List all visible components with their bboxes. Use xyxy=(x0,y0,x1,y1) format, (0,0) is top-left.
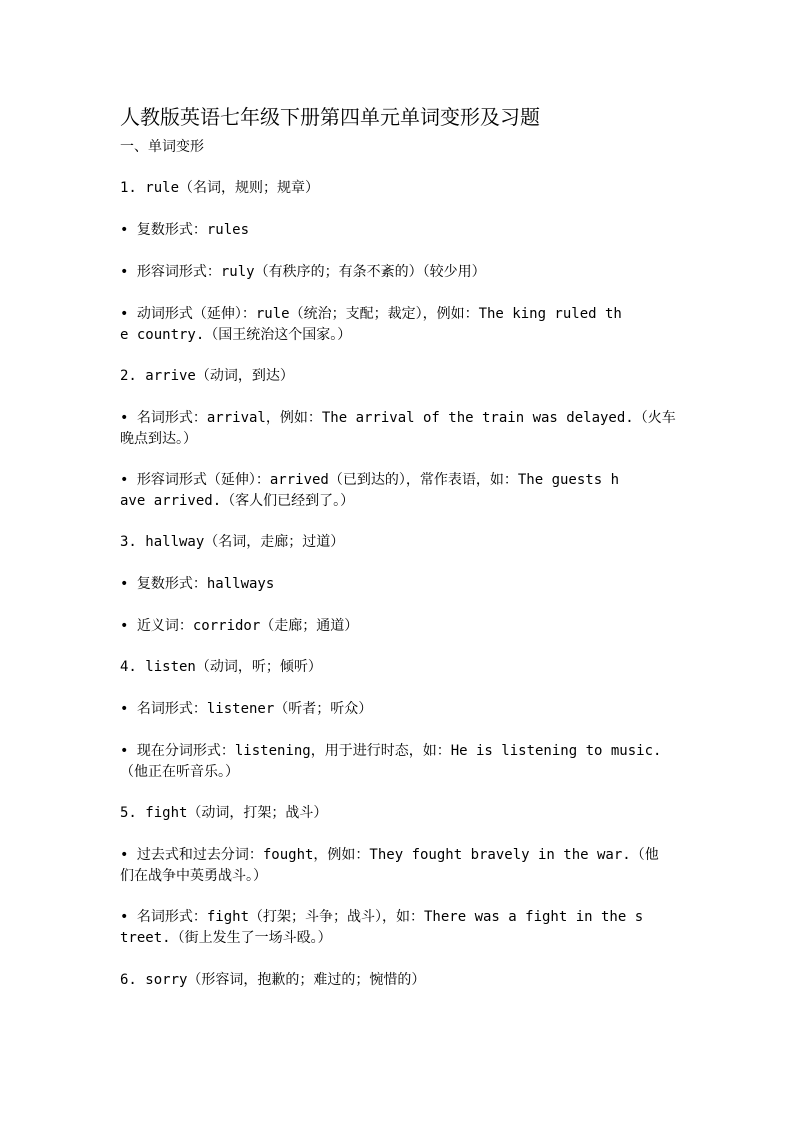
bullet-line-continued: ave arrived.（客人们已经到了。） xyxy=(120,493,355,509)
entry-heading-sorry: 6. sorry（形容词，抱歉的；难过的；惋惜的） xyxy=(120,972,426,988)
bullet-line: • 形容词形式（延伸）：arrived（已到达的），常作表语，如：The guests h xyxy=(120,472,620,488)
bullet-line-continued: treet.（街上发生了一场斗殴。） xyxy=(120,930,332,946)
entry-heading-arrive: 2. arrive（动词，到达） xyxy=(120,368,294,384)
entry-heading-listen: 4. listen（动词，听；倾听） xyxy=(120,659,322,675)
entry-heading-rule: 1. rule（名词，规则；规章） xyxy=(120,180,320,196)
bullet-line-continued: 晚点到达。） xyxy=(120,431,197,447)
bullet-line: • 过去式和过去分词：fought，例如：They fought bravely in the war.（他 xyxy=(120,847,659,863)
bullet-line-continued: e country.（国王统治这个国家。） xyxy=(120,327,352,343)
bullet-line: • 形容词形式：ruly（有秩序的；有条不紊的）（较少用） xyxy=(120,264,486,280)
entry-heading-fight: 5. fight（动词，打架；战斗） xyxy=(120,805,328,821)
page-title: 人教版英语七年级下册第四单元单词变形及习题 xyxy=(120,105,540,129)
section-heading: 一、单词变形 xyxy=(120,139,204,155)
bullet-line: • 名词形式：fight（打架；斗争；战斗），如：There was a fight in the s xyxy=(120,909,644,925)
bullet-line: • 名词形式：listener（听者；听众） xyxy=(120,701,373,717)
bullet-line: • 动词形式（延伸）：rule（统治；支配；裁定），例如：The king ruled th xyxy=(120,306,622,322)
bullet-line-continued: （他正在听音乐。） xyxy=(120,764,239,780)
bullet-line: • 现在分词形式：listening，用于进行时态，如：He is listening to music. xyxy=(120,743,662,759)
entry-heading-hallway: 3. hallway（名词，走廊；过道） xyxy=(120,534,345,550)
bullet-line: • 名词形式：arrival，例如：The arrival of the train was delayed.（火车 xyxy=(120,410,676,426)
bullet-line: • 复数形式：hallways xyxy=(120,576,275,592)
bullet-line: • 近义词：corridor（走廊；通道） xyxy=(120,618,359,634)
bullet-line: • 复数形式：rules xyxy=(120,222,250,238)
bullet-line-continued: 们在战争中英勇战斗。） xyxy=(120,868,267,884)
